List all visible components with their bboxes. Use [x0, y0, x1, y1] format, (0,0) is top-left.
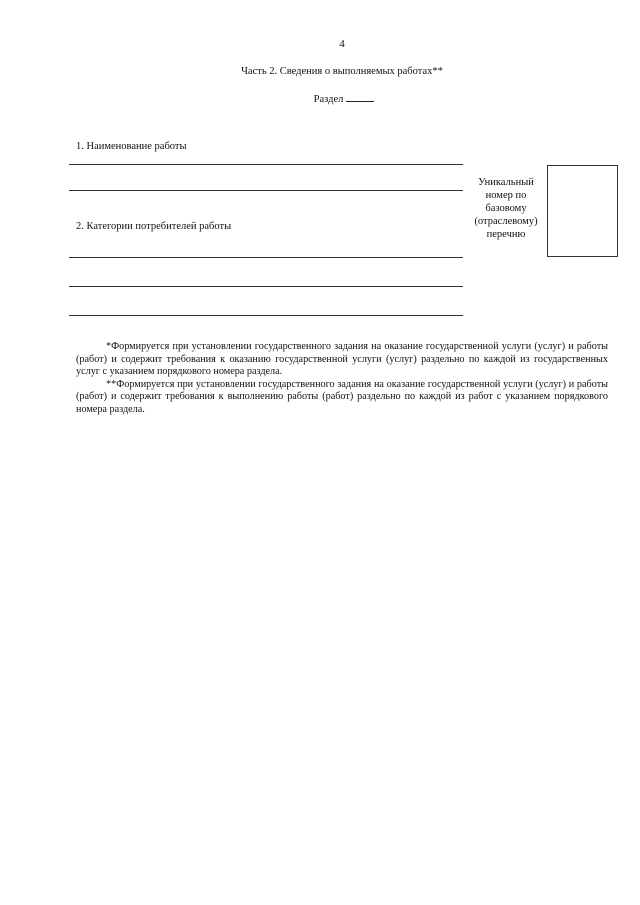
work-name-label: 1. Наименование работы [76, 141, 187, 152]
consumer-categories-line-1[interactable] [69, 257, 463, 258]
consumer-categories-label: 2. Категории потребителей работы [76, 221, 232, 232]
registry-code-label: Уникальный номер по базовому (отраслевому) перечню [474, 177, 538, 240]
section-label: Раздел [313, 94, 344, 105]
page-number: 4 [339, 38, 345, 50]
footnote-2: **Формируется при установлении государственного задания на оказание государственной услуги (услуг) и работы (работ) и содержит требования к выполнению работы (работ) раздельно по каждой из работ с указанием порядкового номера раздела. [76, 378, 608, 415]
part-title: Часть 2. Сведения о выполняемых работах** [241, 66, 443, 77]
section-number-blank[interactable] [346, 92, 374, 102]
footnote-1: *Формируется при установлении государственного задания на оказание государственной услуги (услуг) и работы (работ) и содержит требования к оказанию государственной услуги (услуг) раздельно по каждой из государственных услуг с указанием порядкового номера раздела. [76, 341, 608, 377]
consumer-categories-line-2[interactable] [69, 286, 463, 287]
work-name-line-1[interactable] [69, 164, 463, 165]
consumer-categories-line-3[interactable] [69, 315, 463, 316]
work-name-line-2[interactable] [69, 190, 463, 191]
footnotes [76, 341, 608, 416]
registry-code-box[interactable] [547, 165, 618, 257]
section-heading [0, 92, 640, 105]
